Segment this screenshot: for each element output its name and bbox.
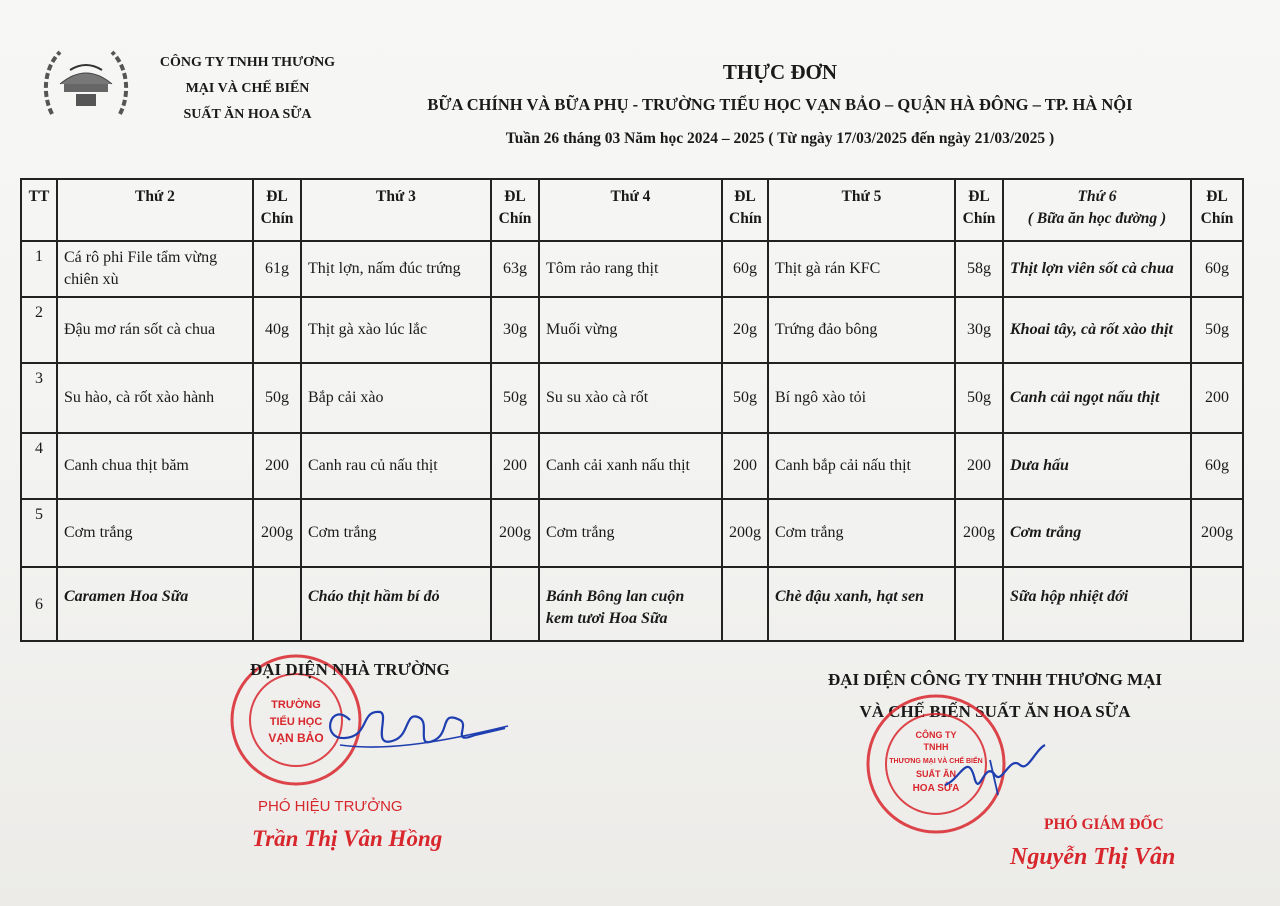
dish-cell: Tôm rảo rang thịt (539, 241, 722, 297)
quantity-cell: 200g (491, 499, 539, 567)
dish-cell: Canh cải xanh nấu thịt (539, 433, 722, 499)
svg-text:TIỂU HỌC: TIỂU HỌC (269, 716, 323, 728)
dish-cell: Cơm trắng (768, 499, 955, 567)
header-dl (491, 179, 539, 241)
dish-cell: Cơm trắng (57, 499, 253, 567)
dish-cell: Su hào, cà rốt xào hành (57, 363, 253, 433)
company-title-line: VÀ CHẾ BIẾN SUẤT ĂN HOA SỮA (859, 702, 1131, 721)
dish-cell: Sữa hộp nhiệt đới (1003, 567, 1191, 641)
dl-label: Chín (729, 210, 762, 227)
dish-cell: Caramen Hoa Sữa (57, 567, 253, 641)
header-day: Thứ 3 (301, 179, 491, 241)
document-subtitle: BỮA CHÍNH VÀ BỮA PHỤ - TRƯỜNG TIỂU HỌC VẠN BẢO – QUẬN HÀ ĐÔNG – TP. HÀ NỘI (427, 95, 1133, 114)
table-row (21, 241, 1243, 297)
dish-cell: Cơm trắng (301, 499, 491, 567)
svg-text:HOA SỮA: HOA SỮA (912, 783, 960, 794)
quantity-cell: 30g (491, 297, 539, 363)
dl-label: ĐL (734, 188, 756, 205)
dl-label: Chín (962, 210, 996, 227)
quantity-cell: 60g (722, 241, 768, 297)
document-title: THỰC ĐƠN (722, 60, 838, 84)
svg-text:CÔNG TY: CÔNG TY (915, 730, 957, 740)
company-logo-icon (40, 44, 132, 118)
day6-label: Thứ 6 (1077, 188, 1117, 205)
dish-cell: Cá rô phi File tẩm vừng chiên xù (57, 241, 253, 297)
header-dl (1191, 179, 1243, 241)
quantity-cell: 200 (491, 433, 539, 499)
table-row (21, 297, 1243, 363)
quantity-cell: 60g (1191, 433, 1243, 499)
svg-text:THƯƠNG MẠI VÀ CHẾ BIẾN: THƯƠNG MẠI VÀ CHẾ BIẾN (889, 758, 983, 765)
dish-cell: Bí ngô xào tỏi (768, 363, 955, 433)
dish-cell: Dưa hấu (1003, 433, 1191, 499)
company-title-line: ĐẠI DIỆN CÔNG TY TNHH THƯƠNG MẠI (827, 670, 1163, 689)
dl-label: ĐL (1206, 188, 1228, 205)
quantity-cell: 200g (722, 499, 768, 567)
school-signature-icon (310, 690, 510, 760)
school-representative-title: ĐẠI DIỆN NHÀ TRƯỜNG (250, 660, 450, 679)
quantity-cell: 50g (722, 363, 768, 433)
svg-text:TRƯỜNG: TRƯỜNG (271, 699, 321, 711)
header-day: Thứ 4 (539, 179, 722, 241)
dish-cell: Bánh Bông lan cuộn kem tươi Hoa Sữa (539, 567, 722, 641)
company-role: PHÓ GIÁM ĐỐC (1044, 816, 1164, 833)
row-number: 4 (21, 433, 57, 499)
quantity-cell: 200 (253, 433, 301, 499)
quantity-cell: 61g (253, 241, 301, 297)
quantity-cell: 200g (955, 499, 1003, 567)
quantity-cell: 200g (253, 499, 301, 567)
quantity-cell: 200g (1191, 499, 1243, 567)
dl-label: ĐL (968, 188, 990, 205)
dish-cell: Cơm trắng (1003, 499, 1191, 567)
svg-text:SUẤT ĂN: SUẤT ĂN (916, 769, 956, 779)
week-range: Tuần 26 tháng 03 Năm học 2024 – 2025 ( Từ ngày 17/03/2025 đến ngày 21/03/2025 ) (505, 130, 1055, 147)
dl-label: Chín (1200, 210, 1234, 227)
dish-cell: Thịt gà xào lúc lắc (301, 297, 491, 363)
table-row (21, 363, 1243, 433)
svg-text:VẠN BẢO: VẠN BẢO (268, 731, 324, 745)
quantity-cell: 63g (491, 241, 539, 297)
dl-label: Chín (498, 210, 532, 227)
company-line: CÔNG TY TNHH THƯƠNG (159, 55, 336, 70)
table-header-row (21, 179, 1243, 241)
dish-cell: Chè đậu xanh, hạt sen (768, 567, 955, 641)
quantity-cell (955, 567, 1003, 641)
dish-cell: Thịt lợn, nấm đúc trứng (301, 241, 491, 297)
dish-cell: Cơm trắng (539, 499, 722, 567)
quantity-cell: 20g (722, 297, 768, 363)
header-tt: TT (21, 179, 57, 241)
company-signer-name: Nguyễn Thị Vân (1010, 844, 1176, 870)
dish-cell: Canh rau củ nấu thịt (301, 433, 491, 499)
table-row (21, 433, 1243, 499)
quantity-cell: 58g (955, 241, 1003, 297)
dish-cell: Đậu mơ rán sốt cà chua (57, 297, 253, 363)
quantity-cell: 200 (1191, 363, 1243, 433)
dish-cell: Cháo thịt hầm bí đỏ (301, 567, 491, 641)
header-dl (253, 179, 301, 241)
header-day (1003, 179, 1191, 241)
dish-cell: Khoai tây, cà rốt xào thịt (1003, 297, 1191, 363)
dish-cell: Thịt gà rán KFC (768, 241, 955, 297)
quantity-cell (491, 567, 539, 641)
dish-cell: Canh chua thịt băm (57, 433, 253, 499)
quantity-cell: 50g (1191, 297, 1243, 363)
row-number: 2 (21, 297, 57, 363)
row-number: 5 (21, 499, 57, 567)
school-signer-name: Trần Thị Vân Hồng (252, 826, 443, 851)
quantity-cell: 50g (955, 363, 1003, 433)
svg-text:TNHH: TNHH (923, 742, 949, 752)
quantity-cell: 50g (491, 363, 539, 433)
dish-cell: Muối vừng (539, 297, 722, 363)
dish-cell: Canh cải ngọt nấu thịt (1003, 363, 1191, 433)
dish-cell: Canh bắp cải nấu thịt (768, 433, 955, 499)
header-dl (955, 179, 1003, 241)
header-day: Thứ 5 (768, 179, 955, 241)
dish-cell: Su su xào cà rốt (539, 363, 722, 433)
dish-cell: Thịt lợn viên sốt cà chua (1003, 241, 1191, 297)
row-number: 1 (21, 241, 57, 297)
school-role: PHÓ HIỆU TRƯỞNG (258, 798, 403, 815)
day6-note: ( Bữa ăn học đường ) (1027, 210, 1167, 227)
company-line: SUẤT ĂN HOA SỮA (183, 107, 312, 122)
quantity-cell: 200 (722, 433, 768, 499)
quantity-cell (722, 567, 768, 641)
company-line: MẠI VÀ CHẾ BIẾN (185, 81, 310, 96)
quantity-cell (1191, 567, 1243, 641)
header-day: Thứ 2 (57, 179, 253, 241)
table-row (21, 499, 1243, 567)
dish-cell: Bắp cải xào (301, 363, 491, 433)
dl-label: ĐL (266, 188, 288, 205)
quantity-cell: 200 (955, 433, 1003, 499)
row-number: 6 (21, 567, 57, 641)
company-signature-icon (940, 740, 1050, 800)
quantity-cell (253, 567, 301, 641)
menu-table (20, 178, 1244, 642)
quantity-cell: 30g (955, 297, 1003, 363)
dish-cell: Trứng đảo bông (768, 297, 955, 363)
quantity-cell: 50g (253, 363, 301, 433)
quantity-cell: 60g (1191, 241, 1243, 297)
table-row (21, 567, 1243, 641)
row-number: 3 (21, 363, 57, 433)
dl-label: ĐL (504, 188, 526, 205)
dl-label: Chín (260, 210, 294, 227)
company-name (140, 50, 355, 128)
quantity-cell: 40g (253, 297, 301, 363)
header-dl (722, 179, 768, 241)
